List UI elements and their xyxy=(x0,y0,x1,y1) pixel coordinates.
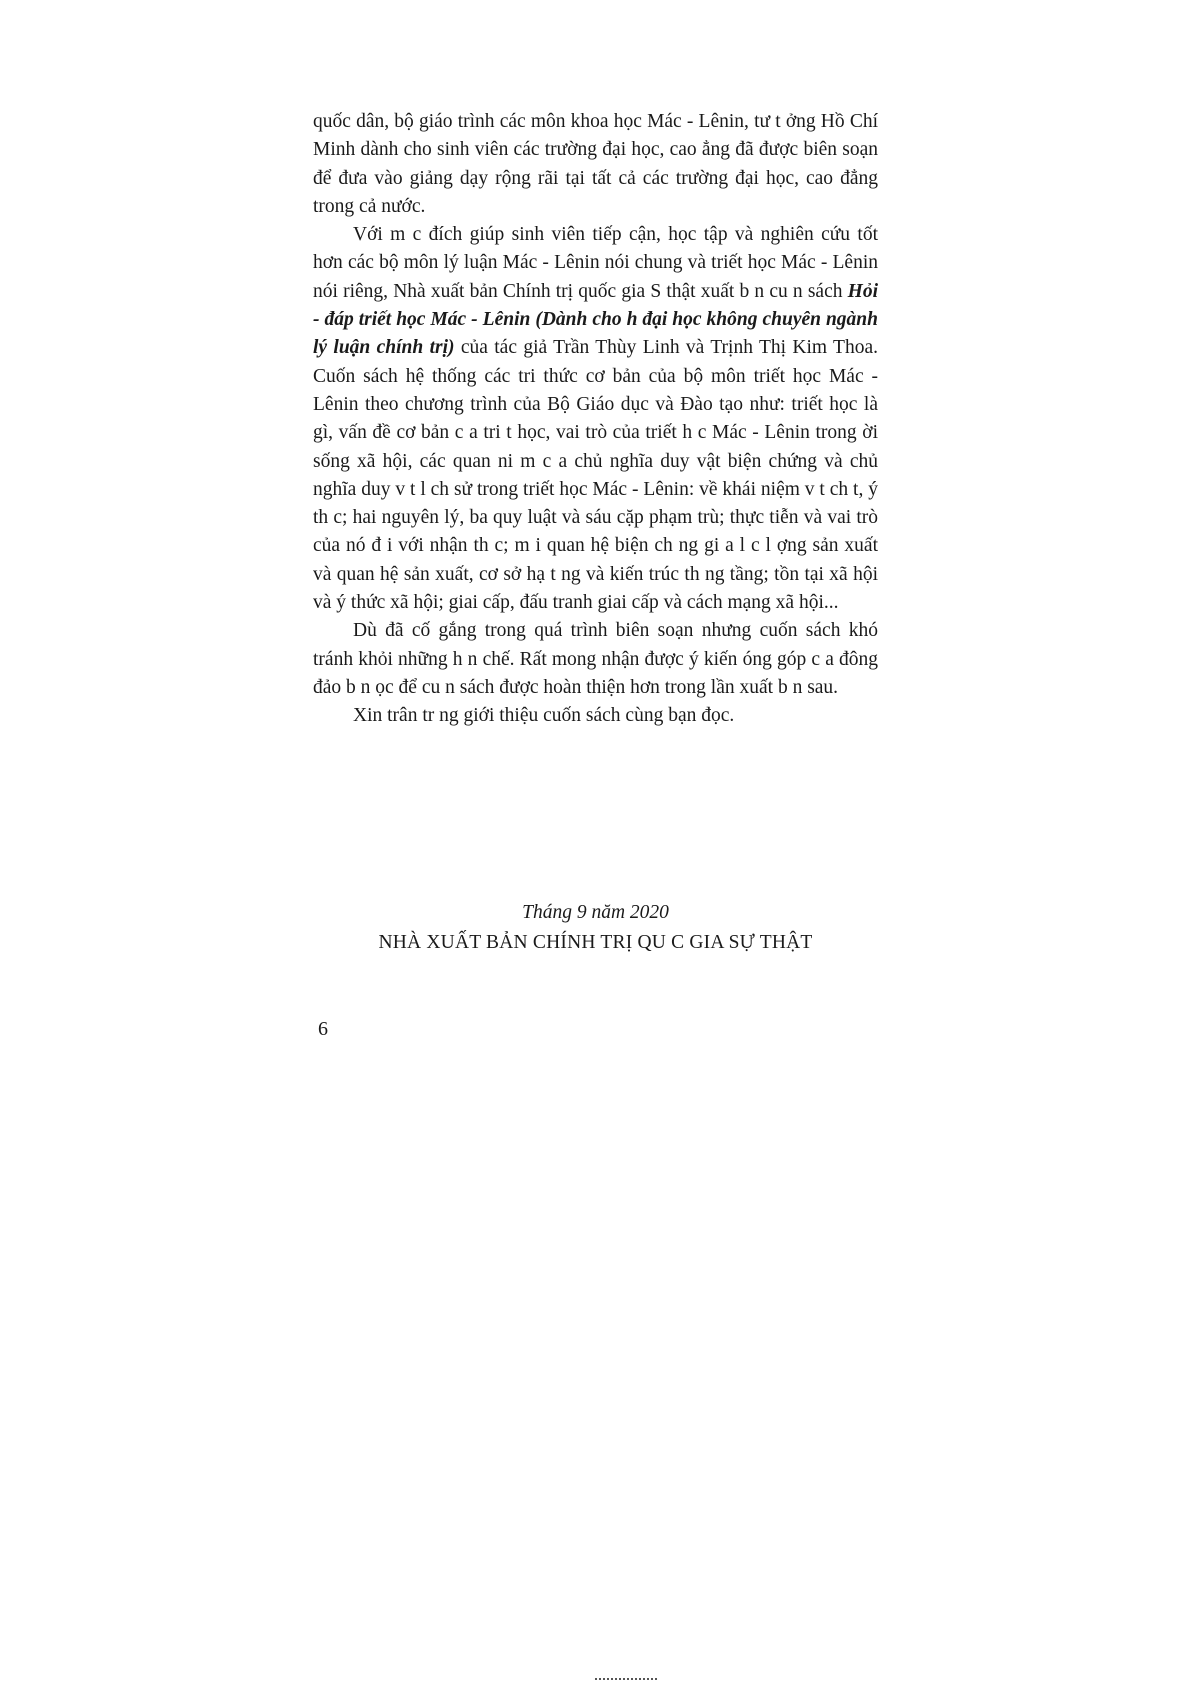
paragraph-3: Dù đã cố gắng trong quá trình biên soạn nhưng cuốn sách khó tránh khỏi những h n chế. Rất mong nhận được ý kiến óng góp c a đông đảo b n ọc để cu n sách được hoàn thiện hơn trong lần xuất b n sau. xyxy=(313,620,878,698)
publisher-signature: NHÀ XUẤT BẢN CHÍNH TRỊ QU C GIA SỰ THẬT xyxy=(378,932,813,953)
signature-date: Tháng 9 năm 2020 xyxy=(522,902,669,923)
body-text xyxy=(313,108,878,731)
paragraph-1: quốc dân, bộ giáo trình các môn khoa học Mác - Lênin, tư t ởng Hồ Chí Minh dành cho sinh viên các trường đại học, cao ẳng đã được biên soạn để đưa vào giảng dạy rộng rãi tại tất cả các trường đại học, cao đẳng trong cả nước. xyxy=(313,111,878,217)
book-title: Hỏi - đáp triết học Mác - Lênin (Dành cho h đại học không chuyên ngành lý luận chính trị) xyxy=(313,280,878,359)
paragraph-4: Xin trân tr ng giới thiệu cuốn sách cùng bạn đọc. xyxy=(353,705,735,727)
paragraph-2-rest: của tác giả Trần Thùy Linh và Trịnh Thị Kim Thoa. Cuốn sách hệ thống các tri thức cơ bản của bộ môn triết học Mác - Lênin theo chương trình của Bộ Giáo dục và Đào tạo như: triết học là gì, vấn đề cơ bản c a tri t học, vai trò của triết h c Mác - Lênin trong ời sống xã hội, các quan ni m c a chủ nghĩa duy vật biện chứng và chủ nghĩa duy v t l ch sử trong triết học Mác - Lênin: về khái niệm v t ch t, ý th c; hai nguyên lý, ba quy luật và sáu cặp phạm trù; thực tiễn và vai trò của nó đ i với nhận th c; m i quan hệ biện ch ng gi a l c l ợng sản xuất và quan hệ sản xuất, cơ sở hạ t ng và kiến trúc th ng tầng; tồn tại xã hội và ý thức xã hội; giai cấp, đấu tranh giai cấp và cách mạng xã hội... xyxy=(313,337,878,614)
scan-edge-mark xyxy=(595,1678,657,1680)
paragraph-2-intro: Với m c đích giúp sinh viên tiếp cận, học tập và nghiên cứu tốt hơn các bộ môn lý luận Mác - Lênin nói chung và triết học Mác - Lênin nói riêng, Nhà xuất bản Chính trị quốc gia S thật xuất b n cu n sách xyxy=(313,224,878,302)
paragraph-2 xyxy=(313,221,878,617)
page-number: 6 xyxy=(318,1018,328,1040)
